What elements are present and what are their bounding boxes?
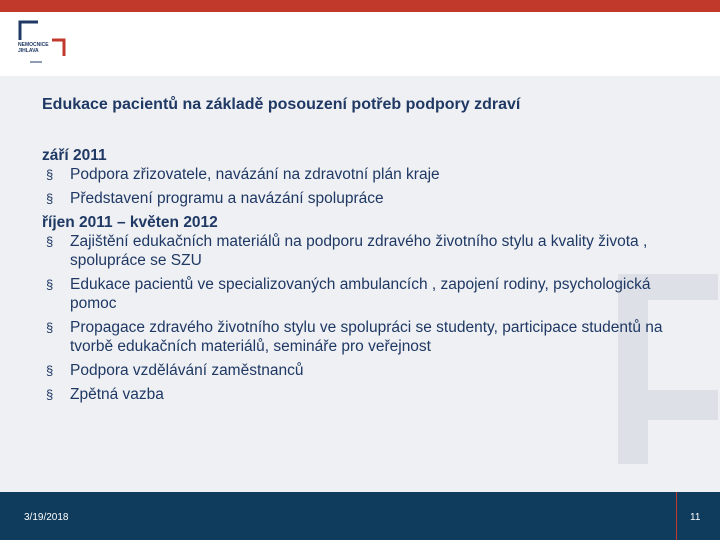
bullet-icon: § [46,387,54,402]
bullet-icon: § [46,234,54,249]
list-item [42,189,682,208]
bullet-icon: § [46,277,54,292]
hospital-logo [16,18,68,64]
bullet-text: Zajištění edukačních materiálů na podporu zdravého životního stylu a kvality života , spolupráce se SZU [70,233,648,269]
list-item [42,275,682,313]
footer-date: 3/19/2018 [24,512,69,523]
bullet-text: Představení programu a navázání spolupráce [70,190,384,207]
bullet-icon: § [46,320,54,335]
list-item [42,361,682,380]
bullet-icon: § [46,363,54,378]
slide-body [42,146,682,409]
bullet-text: Edukace pacientů ve specializovaných ambulancích , zapojení rodiny, psychologická pomoc [70,276,651,312]
bullet-icon: § [46,167,54,182]
section-heading-1: září 2011 [42,147,107,164]
list-item [42,318,682,356]
bullet-text: Propagace zdravého životního stylu ve spolupráci se studenty, participace studentů na tvorbě edukačních materiálů, semináře pro veřejnost [70,319,663,355]
bullet-text: Zpětná vazba [70,386,164,403]
bullet-text: Podpora zřizovatele, navázání na zdravotní plán kraje [70,166,440,183]
page-number: 11 [690,512,701,523]
bullet-icon: § [46,191,54,206]
footer-bar [0,492,720,540]
logo-text-line2: JIHLAVA [18,48,39,54]
bullet-text: Podpora vzdělávání zaměstnanců [70,362,304,379]
list-item [42,385,682,404]
list-item [42,232,682,270]
footer-divider [676,492,677,540]
section-heading-2: říjen 2011 – květen 2012 [42,214,218,231]
logo-text-line1: NEMOCNICE [18,42,49,48]
top-accent-bar [0,0,720,12]
header [0,12,720,76]
list-item [42,165,682,184]
slide-title: Edukace pacientů na základě posouzení potřeb podpory zdraví [42,96,521,113]
